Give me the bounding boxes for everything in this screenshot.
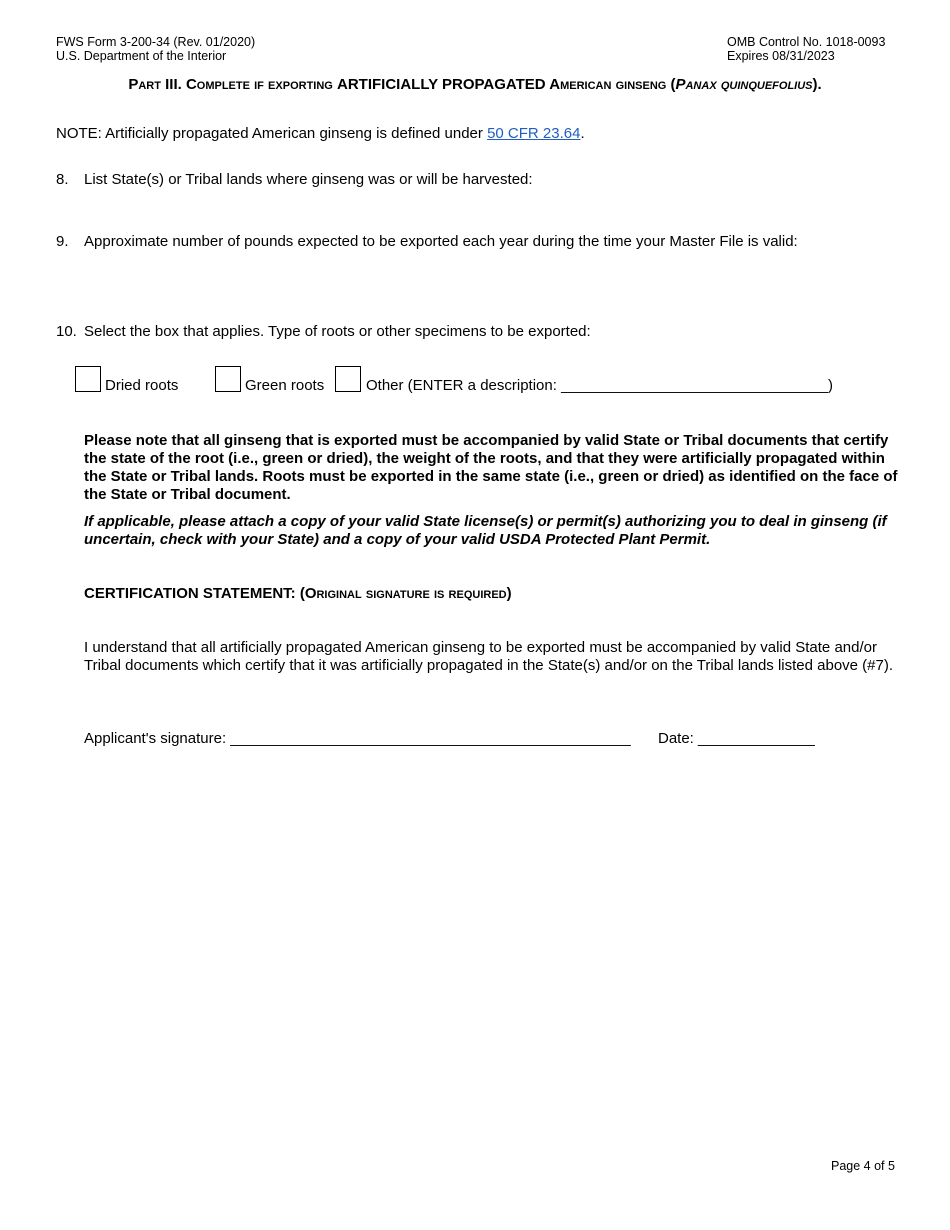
cfr-link[interactable]: 50 CFR 23.64: [487, 125, 581, 142]
green-roots-checkbox[interactable]: [215, 366, 241, 392]
green-roots-label: Green roots: [245, 377, 325, 394]
export-documents-notice: Please note that all ginseng that is exported must be accompanied by valid State or Tribal documents that certify the state of the root (i.e., green or dried), the weight of the roots, and that they were artificially propagated within the State or Tribal lands. Roots must be exported in the same state (i.e., green or dried) as identified on the face of the State or Tribal document.: [84, 432, 898, 503]
question-text: Select the box that applies. Type of roots or other specimens to be exported:: [84, 323, 591, 340]
definition-note: [56, 125, 585, 142]
title-species: Panax quinquefolius: [675, 76, 813, 93]
question-8: [56, 171, 533, 188]
question-text: List State(s) or Tribal lands where ginseng was or will be harvested:: [84, 171, 533, 188]
question-text: Approximate number of pounds expected to be exported each year during the time your Master File is valid:: [84, 233, 798, 250]
title-part: Part III. Complete if exporting: [128, 76, 338, 93]
question-number: 10.: [56, 323, 77, 340]
attachment-instructions: If applicable, please attach a copy of your valid State license(s) or permit(s) authorizing you to deal in ginseng (if uncertain, check with your State) and a copy of your valid USDA Protected Plant Permit.: [84, 513, 887, 548]
other-description-field[interactable]: Other (ENTER a description: ________________________________): [366, 377, 834, 394]
title-emphasis: ARTIFICIALLY PROPAGATED: [337, 76, 546, 93]
note-end: .: [580, 125, 585, 142]
page-number: Page 4 of 5: [831, 1159, 895, 1173]
dried-roots-checkbox[interactable]: [75, 366, 101, 392]
other-checkbox[interactable]: [335, 366, 361, 392]
title-end: ).: [812, 76, 822, 93]
dried-roots-label: Dried roots: [105, 377, 179, 394]
certification-heading: CERTIFICATION STATEMENT: (Original signature is required): [84, 585, 512, 602]
omb-control-number: OMB Control No. 1018-0093: [727, 35, 886, 49]
signature-date-field[interactable]: Date: ______________: [658, 730, 815, 747]
section-title: [0, 76, 950, 93]
question-9: [56, 233, 798, 250]
title-middle: American ginseng (: [545, 76, 676, 93]
certification-statement: I understand that all artificially propagated American ginseng to be exported must be accompanied by valid State and/or Tribal documents which certify that it was artificially propagated in the State(s) and/or on the Tribal lands listed above (#7).: [84, 639, 894, 674]
department-name: U.S. Department of the Interior: [56, 49, 227, 63]
form-header-left: [56, 35, 255, 63]
question-number: 8.: [56, 171, 69, 188]
expiration-date: Expires 08/31/2023: [727, 49, 835, 63]
applicant-signature-field[interactable]: Applicant's signature: ________________________________________________: [84, 730, 631, 747]
note-text: NOTE: Artificially propagated American ginseng is defined under: [56, 125, 488, 142]
question-10: [56, 323, 591, 340]
question-number: 9.: [56, 233, 69, 250]
form-header-right: [727, 35, 885, 63]
form-number: FWS Form 3-200-34 (Rev. 01/2020): [56, 35, 256, 49]
